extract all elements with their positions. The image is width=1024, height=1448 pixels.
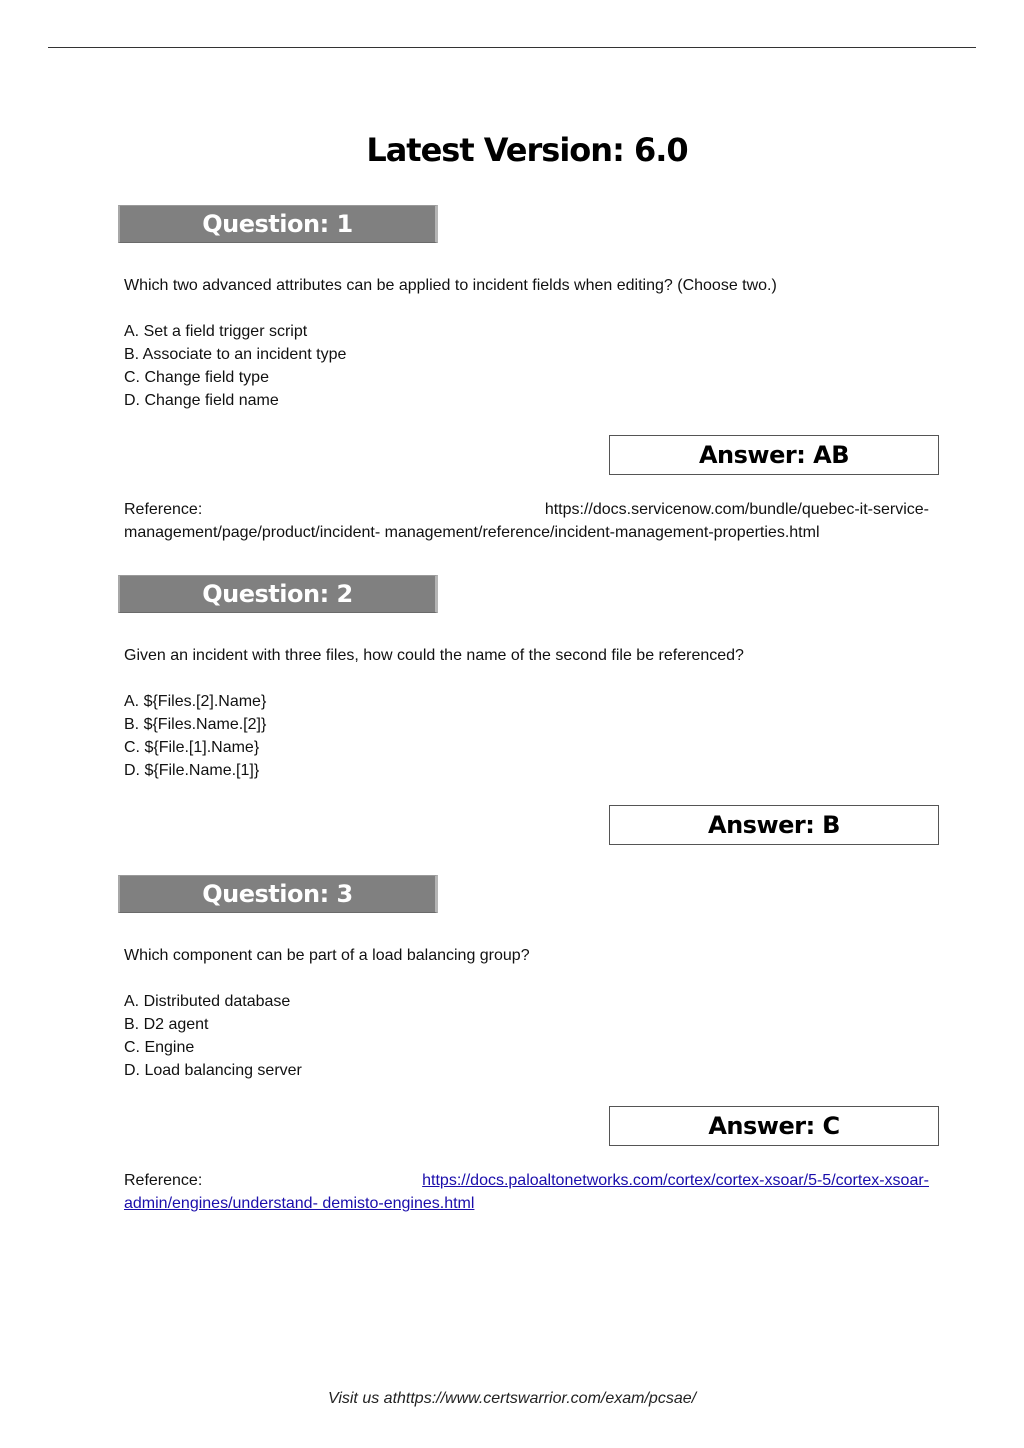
reference-label: Reference: bbox=[124, 501, 203, 518]
question-2-answer: Answer: B bbox=[609, 805, 939, 845]
reference-url-line-1: https://docs.servicenow.com/bundle/quebec-it-service- bbox=[544, 501, 929, 518]
reference-link-line-2[interactable]: admin/engines/understand- demisto-engines.html bbox=[124, 1195, 475, 1212]
question-3-options bbox=[124, 990, 302, 1082]
option-c: C. Engine bbox=[124, 1039, 195, 1056]
question-1-reference bbox=[124, 498, 929, 544]
question-2-text: Given an incident with three files, how could the name of the second file be referenced? bbox=[124, 647, 744, 664]
option-a: A. Set a field trigger script bbox=[124, 323, 308, 340]
question-1-answer: Answer: AB bbox=[609, 435, 939, 475]
option-d: D. Load balancing server bbox=[124, 1062, 302, 1079]
option-d: D. ${File.Name.[1]} bbox=[124, 762, 260, 779]
option-a: A. ${Files.[2].Name} bbox=[124, 693, 267, 710]
question-2-options bbox=[124, 690, 266, 782]
option-c: C. ${File.[1].Name} bbox=[124, 739, 260, 756]
option-a: A. Distributed database bbox=[124, 993, 291, 1010]
question-1-header: Question: 1 bbox=[118, 205, 438, 243]
question-2-header: Question: 2 bbox=[118, 575, 438, 613]
question-3-reference bbox=[124, 1169, 929, 1215]
top-divider bbox=[48, 47, 976, 48]
option-b: B. D2 agent bbox=[124, 1016, 209, 1033]
option-d: D. Change field name bbox=[124, 392, 279, 409]
question-1-text: Which two advanced attributes can be applied to incident fields when editing? (Choose two.) bbox=[124, 277, 777, 294]
option-b: B. Associate to an incident type bbox=[124, 346, 347, 363]
question-3-text: Which component can be part of a load balancing group? bbox=[124, 947, 530, 964]
option-b: B. ${Files.Name.[2]} bbox=[124, 716, 267, 733]
question-3-header: Question: 3 bbox=[118, 875, 438, 913]
reference-label: Reference: bbox=[124, 1172, 203, 1189]
option-c: C. Change field type bbox=[124, 369, 269, 386]
question-1-options bbox=[124, 320, 346, 412]
reference-url-line-2: management/page/product/incident- management/reference/incident-management-properties.html bbox=[124, 524, 820, 541]
footer-visit-text: Visit us athttps://www.certswarrior.com/exam/pcsae/ bbox=[327, 1390, 697, 1407]
question-3-answer: Answer: C bbox=[609, 1106, 939, 1146]
page-title: Latest Version: 6.0 bbox=[366, 131, 688, 169]
reference-link-line-1[interactable]: https://docs.paloaltonetworks.com/cortex/cortex-xsoar/5-5/cortex-xsoar- bbox=[422, 1172, 929, 1189]
